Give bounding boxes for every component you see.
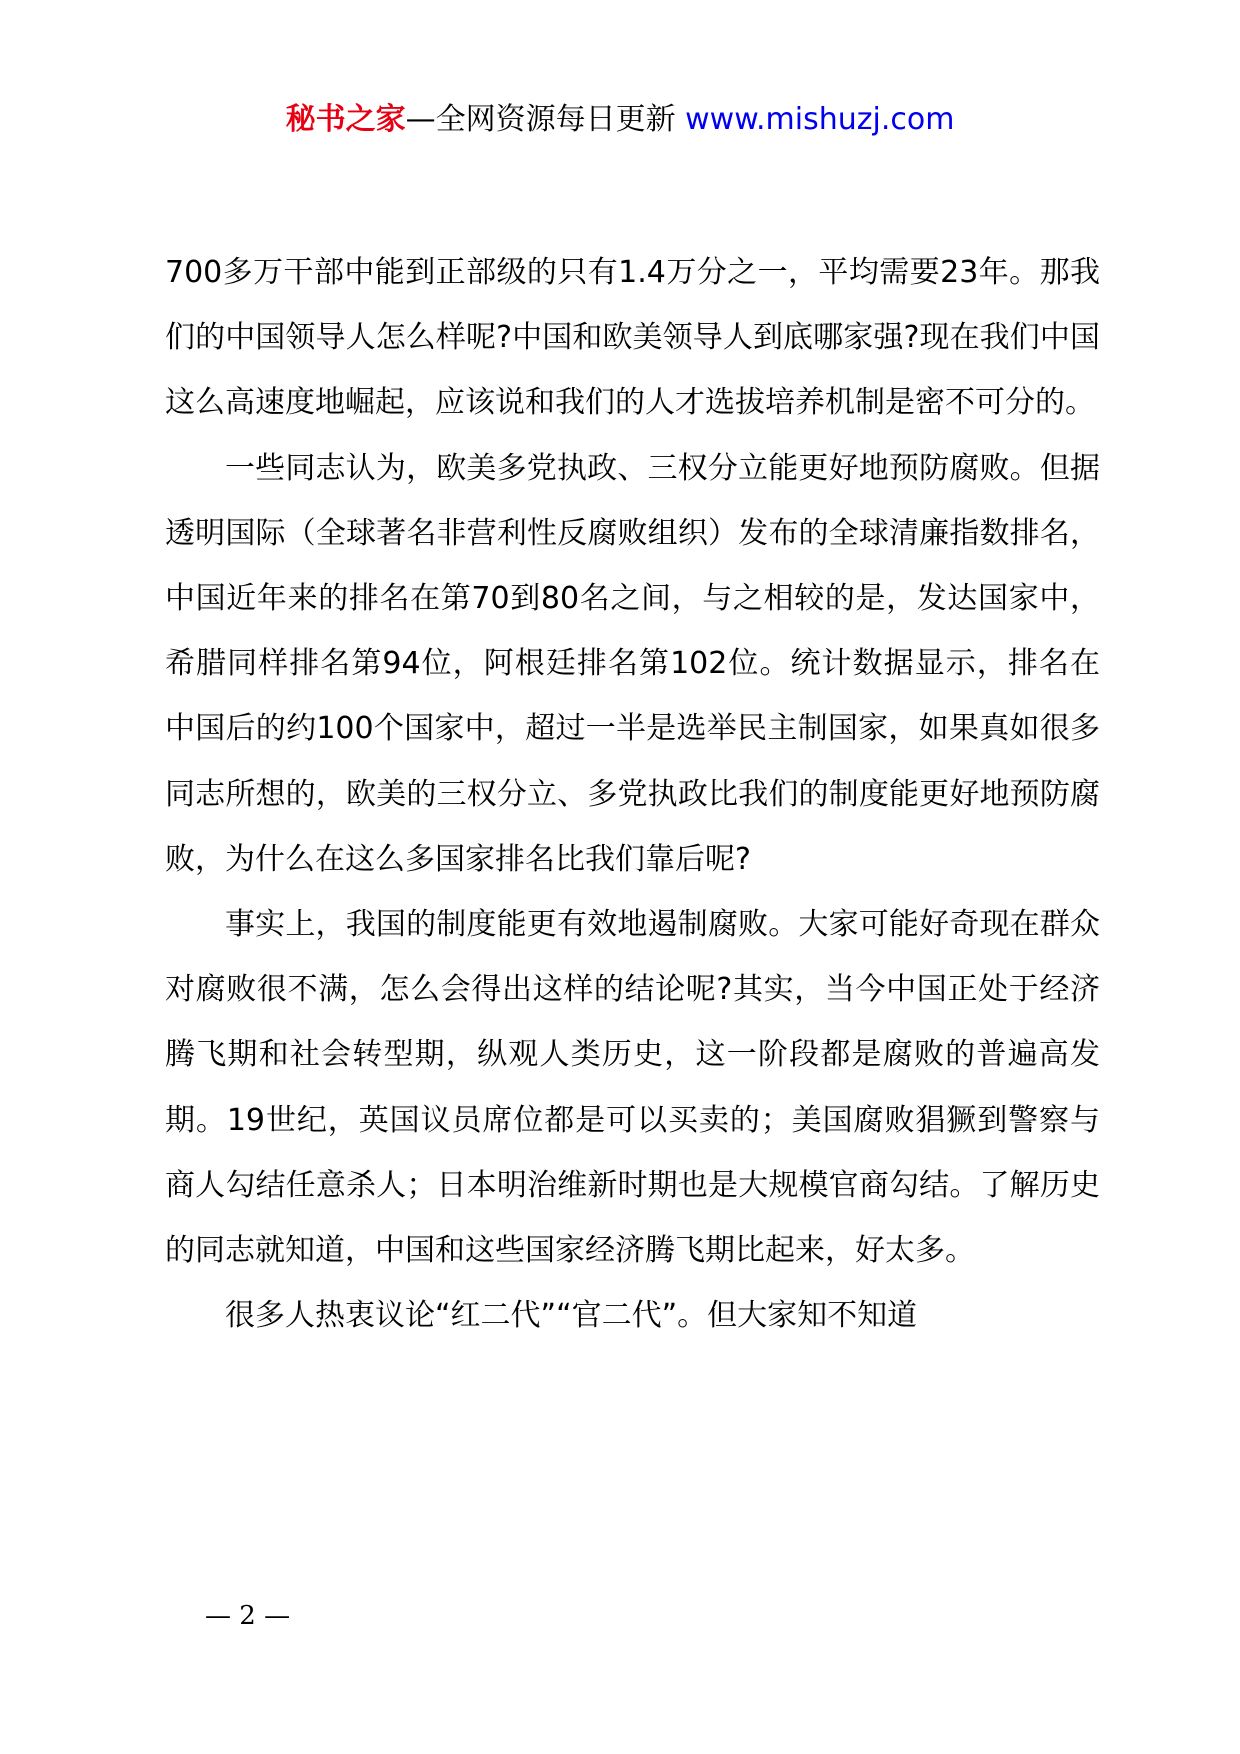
document-body: [165, 240, 1100, 1348]
page-number: — 2 —: [205, 1601, 291, 1631]
header-tagline: —全网资源每日更新: [405, 102, 676, 137]
paragraph-2: 一些同志认为，欧美多党执政、三权分立能更好地预防腐败。但据透明国际（全球著名非营利性反腐败组织）发布的全球清廉指数排名，中国近年来的排名在第70到80名之间，与之相较的是，发达国家中，希腊同样排名第94位，阿根廷排名第102位。统计数据显示，排名在中国后的约100个国家中，超过一半是选举民主制国家，如果真如很多同志所想的，欧美的三权分立、多党执政比我们的制度能更好地预防腐败，为什么在这么多国家排名比我们靠后呢?: [165, 450, 1100, 877]
site-url-link[interactable]: www.mishuzj.com: [685, 102, 955, 137]
brand-name: 秘书之家: [285, 102, 406, 137]
site-header: [0, 100, 1240, 140]
paragraph-4: 很多人热衷议论“红二代”“官二代”。但大家知不知道: [225, 1298, 918, 1334]
paragraph-1: 700多万干部中能到正部级的只有1.4万分之一，平均需要23年。那我们的中国领导人怎么样呢?中国和欧美领导人到底哪家强?现在我们中国这么高速度地崛起，应该说和我们的人才选拔培养机制是密不可分的。: [165, 255, 1100, 421]
paragraph-3: 事实上，我国的制度能更有效地遏制腐败。大家可能好奇现在群众对腐败很不满，怎么会得出这样的结论呢?其实，当今中国正处于经济腾飞期和社会转型期，纵观人类历史，这一阶段都是腐败的普遍高发期。19世纪，英国议员席位都是可以买卖的；美国腐败猖獗到警察与商人勾结任意杀人；日本明治维新时期也是大规模官商勾结。了解历史的同志就知道，中国和这些国家经济腾飞期比起来，好太多。: [165, 907, 1100, 1269]
